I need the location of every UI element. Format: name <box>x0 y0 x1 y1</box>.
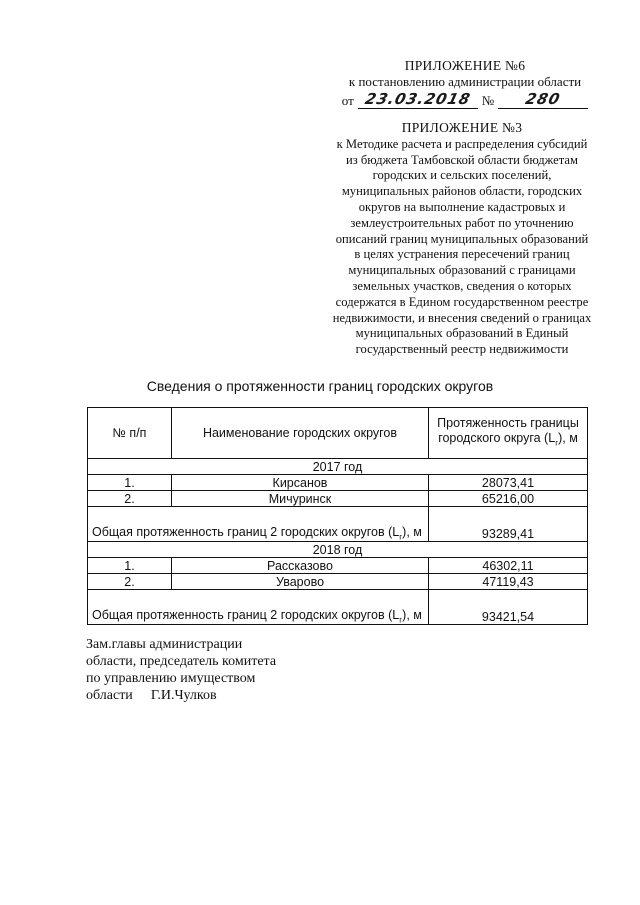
handwritten-number: 280 <box>523 90 563 108</box>
table-row <box>88 491 588 507</box>
attachment-3-line: недвижимости, и внесения сведений о границах <box>332 310 592 325</box>
header-length-line2b: ), м <box>558 430 578 445</box>
signature-line: области, председатель комитета <box>86 654 277 669</box>
header-length-line1: Протяженность границы <box>437 415 579 430</box>
attachment-3-line: землеустроительных работ по уточнению <box>350 215 574 230</box>
row-num: 2. <box>88 491 172 507</box>
row-num: 1. <box>88 475 172 491</box>
attachment-3-line: в целях устранения пересечений границ <box>354 247 570 262</box>
attachment-3-line: муниципальных районов области, городских <box>341 184 583 199</box>
boundary-length-table <box>87 407 588 625</box>
row-name: Мичуринск <box>172 491 429 507</box>
table-row <box>88 558 588 574</box>
total-label-b: ), м <box>402 524 422 539</box>
signature-block <box>86 636 276 704</box>
signature-line: по управлению имуществом <box>86 671 256 686</box>
row-value: 46302,11 <box>429 558 588 574</box>
attachment-3-line: к Методике расчета и распределения субсидий <box>336 136 588 151</box>
attachment-3-title: ПРИЛОЖЕНИЕ №3 <box>401 120 523 135</box>
year-label: 2017 год <box>88 459 588 475</box>
year-row <box>88 542 588 558</box>
row-name: Рассказово <box>172 558 429 574</box>
attachment-3-line: городских и сельских поселений, <box>372 168 552 183</box>
total-label-sub: г <box>399 532 403 541</box>
attachment-3-line: муниципальных образований с границами <box>348 263 576 278</box>
year-row <box>88 459 588 475</box>
year-label: 2018 год <box>88 542 588 558</box>
row-value: 28073,41 <box>429 475 588 491</box>
row-num: 1. <box>88 558 172 574</box>
from-label: от <box>341 93 354 108</box>
row-name: Уварово <box>172 574 429 590</box>
attachment-3-line: содержатся в Едином государственном реестре <box>335 294 589 309</box>
header-length-sub: г <box>555 438 559 448</box>
header-num: № п/п <box>88 408 172 459</box>
attachment-3-line: из бюджета Тамбовской области бюджетам <box>346 152 578 167</box>
attachment-3-line: округов на выполнение кадастровых и <box>358 199 566 214</box>
row-name: Кирсанов <box>172 475 429 491</box>
total-label <box>88 507 429 542</box>
signature-line: Зам.главы администрации <box>86 637 243 652</box>
total-row <box>88 590 588 625</box>
attachment-3-line: земельных участков, сведения о которых <box>352 278 572 293</box>
handwritten-date: 23.03.2018 <box>363 90 473 108</box>
row-value: 65216,00 <box>429 491 588 507</box>
number-label: № <box>481 93 495 108</box>
number-field <box>498 90 588 109</box>
resolution-reference-line <box>325 90 605 109</box>
table-row <box>88 574 588 590</box>
attachment-3-line: государственный реестр недвижимости <box>355 342 569 357</box>
table-row <box>88 475 588 491</box>
total-label-a: Общая протяженность границ 2 городских округов (L <box>92 524 400 539</box>
attachment-3-line: описаний границ муниципальных образований <box>335 231 589 246</box>
total-label-sub: г <box>399 615 403 624</box>
total-row <box>88 507 588 542</box>
attachment-6-title: ПРИЛОЖЕНИЕ №6 <box>404 58 526 73</box>
signatory-name: Г.И.Чулков <box>150 688 217 703</box>
attachment-3-header <box>312 120 612 358</box>
row-num: 2. <box>88 574 172 590</box>
header-name: Наименование городских округов <box>172 408 429 459</box>
attachment-3-line: муниципальных образований в Единый <box>355 326 569 341</box>
total-label-a: Общая протяженность границ 2 городских округов (L <box>92 607 400 622</box>
table-header-row <box>88 408 588 459</box>
total-value: 93289,41 <box>429 507 588 542</box>
attachment-6-header <box>325 58 605 109</box>
total-value: 93421,54 <box>429 590 588 625</box>
total-label-b: ), м <box>402 607 422 622</box>
signature-region: области <box>86 688 133 703</box>
table-title: Сведения о протяженности границ городских округов <box>146 378 494 394</box>
signature-line <box>86 687 276 704</box>
attachment-6-subtitle: к постановлению администрации области <box>348 74 582 89</box>
header-length <box>429 408 588 459</box>
date-field <box>358 90 478 109</box>
row-value: 47119,43 <box>429 574 588 590</box>
header-length-line2a: городского округа (L <box>438 430 556 445</box>
total-label <box>88 590 429 625</box>
